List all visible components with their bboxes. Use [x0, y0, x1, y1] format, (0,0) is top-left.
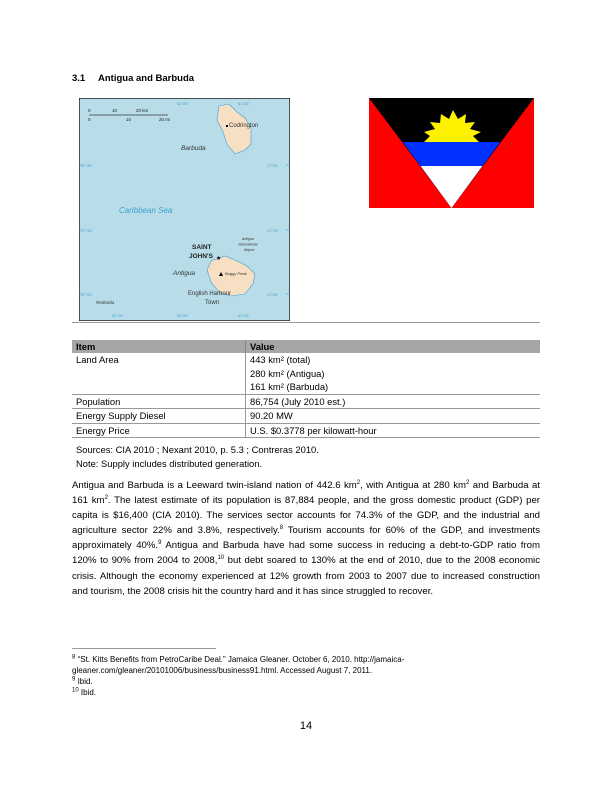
footnote-ref[interactable]: 9 [158, 540, 162, 547]
column-header-value: Value [246, 340, 541, 353]
svg-text:Antigua: Antigua [242, 237, 254, 241]
map-antigua-barbuda [79, 98, 290, 321]
svg-text:Codrington: Codrington [229, 123, 259, 129]
svg-text:Antigua: Antigua [173, 270, 196, 277]
lat-tick: 17°00' [81, 292, 93, 297]
flag-antigua-barbuda [369, 98, 534, 208]
svg-text:Redonda: Redonda [96, 300, 115, 305]
svg-text:Town: Town [205, 300, 220, 306]
footnote: $^{10}$ Ibid. [72, 687, 97, 697]
row-value: 86,754 (July 2010 est.) [246, 394, 541, 409]
column-header-item: Item [72, 340, 246, 353]
svg-text:0: 0 [88, 108, 91, 113]
lat-tick: 17°30' [81, 163, 93, 168]
svg-text:Boggy Peak: Boggy Peak [225, 271, 247, 276]
table-row [72, 409, 540, 424]
lat-tick: 17°15' [81, 228, 93, 233]
section-title: Antigua and Barbuda [98, 73, 195, 84]
svg-text:Barbuda: Barbuda [181, 145, 206, 152]
lat-tick: 17°15' [267, 228, 279, 233]
lon-tick: 62°00' [177, 101, 189, 106]
row-item: Population [72, 394, 246, 409]
row-value: U.S. $0.3778 per kilowatt-hour [246, 423, 541, 438]
row-value: 90.20 MW [246, 409, 541, 424]
divider [72, 322, 540, 323]
svg-text:20 mi: 20 mi [159, 117, 171, 122]
table-sources: Sources: CIA 2010 ; Nexant 2010, p. 5.3 ; Contreras 2010. [76, 444, 319, 455]
lon-tick: 61°45' [238, 313, 250, 318]
footnote-ref[interactable]: 10 [217, 555, 225, 562]
body-paragraph: Antigua and Barbuda is a Leeward twin-island nation of 442.6 $km^2$, with Antigua at 280 $km^2$ and Barbuda at 161 $km^2$. The latest estimate of its population is 87,884 people, and the gross domestic product (GDP) per capita is $16,400 (CIA 2010). The services sector accounts for 74.3% of the GDP, and the industrial and agriculture sector 22% and 3.8%, respectively.$^8$ Tourism accounts for 60% of the GDP, and investments approximately 40%.$^9$ Antigua and Barbuda have had some success in reducing a debt-to-GDP ratio from 120% to 90% from 2004 to 2008,10 but debt soared to 130% at the end of 2010, due to the 2008 economic crisis. Although the economy experienced at 12% growth from 2003 to 2007 due to increased construction and tourism, the 2008 crisis hit the country hard and it has since struggled to recover. [72, 479, 541, 597]
lon-tick: 62°15' [112, 313, 124, 318]
table-row [72, 423, 540, 438]
svg-text:20 km: 20 km [136, 108, 149, 113]
table-notes [76, 443, 319, 471]
lon-tick: 62°00' [177, 313, 189, 318]
table-header-row [72, 340, 540, 353]
row-value: 443 km² (total) 280 km² (Antigua) 161 km² (Barbuda) [246, 353, 541, 394]
capital-star-icon: ★ [216, 256, 222, 262]
row-item: Energy Supply Diesel [72, 409, 246, 424]
svg-text:Airport: Airport [244, 248, 255, 252]
footnote: $^8$ “St. Kitts Benefits from PetroCaribe Deal.” Jamaica Gleaner. October 6, 2010. http://jamaica-gleaner.com/gleaner/20101006/business/business91.html. Accessed August 7, 2011. [72, 654, 405, 675]
country-data-table [72, 340, 540, 438]
footnote-separator [72, 648, 216, 649]
table-note: Note: Supply includes distributed generation. [76, 458, 263, 469]
row-item: Land Area [72, 353, 246, 394]
svg-text:SAINT: SAINT [192, 244, 212, 251]
svg-text:10: 10 [112, 108, 118, 113]
table-row [72, 353, 540, 394]
svg-text:English Harbour: English Harbour [188, 291, 232, 297]
table-row [72, 394, 540, 409]
lon-tick: 61°45' [238, 101, 250, 106]
page-number: 14 [299, 720, 313, 732]
lat-tick: 17°30' [267, 163, 279, 168]
svg-text:International: International [238, 242, 258, 247]
svg-text:Caribbean Sea: Caribbean Sea [119, 206, 173, 215]
row-item: Energy Price [72, 423, 246, 438]
footnotes [72, 654, 532, 698]
section-number: 3.1 [72, 73, 86, 84]
svg-text:10: 10 [126, 117, 132, 122]
lat-tick: 17°00' [267, 292, 279, 297]
svg-text:0: 0 [88, 117, 91, 122]
footnote: $^9$ Ibid. [72, 676, 93, 686]
section-heading [72, 73, 194, 84]
svg-text:JOHN'S: JOHN'S [189, 253, 213, 260]
footnote-ref[interactable]: 8 [279, 525, 284, 532]
